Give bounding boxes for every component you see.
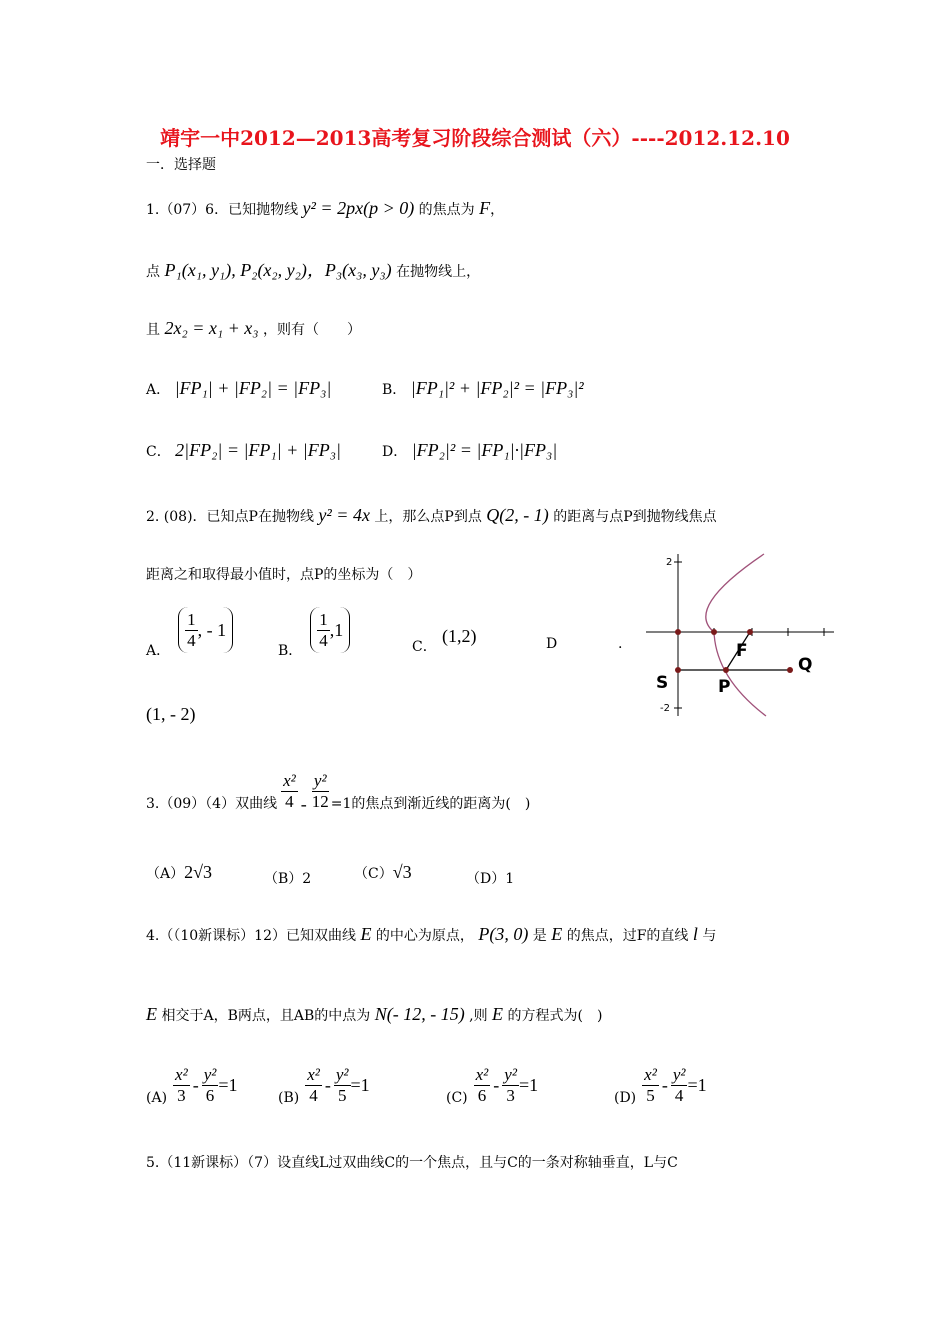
q4-line2: E 相交于A，B两点，且AB的中点为 N(- 12, - 15) ,则 E 的方程式为( ) <box>146 1004 603 1024</box>
q1-line1: 1.（07）6．已知抛物线 y² = 2px(p > 0) 的焦点为 F， <box>146 198 505 218</box>
q1-parabola-equation: y² = 2px(p > 0) <box>302 198 415 218</box>
q2-option-d-dot: . <box>618 636 623 652</box>
tick-label-bottom: -2 <box>660 703 670 714</box>
q2-parabola-equation: y² = 4x <box>318 505 370 525</box>
q2-option-c-label: C． <box>412 639 437 655</box>
q1-option-a: A． |FP₁| + |FP₂| = |FP₃| <box>146 378 332 398</box>
q2-option-c: (1,2) <box>442 626 477 646</box>
q1-condition: 2x₂ = x₁ + x₃ <box>164 318 259 338</box>
q3-option-d: （D）1 <box>466 871 515 887</box>
label-p: P <box>718 677 731 697</box>
q4-point-p: P(3, 0) <box>478 924 529 944</box>
tick-label-top: 2 <box>666 557 673 568</box>
parabola-graph <box>644 548 840 720</box>
q4-line1: 4.（（10新课标）12）已知双曲线 E 的中心为原点， P(3, 0) 是 E 的焦点，过F的直线 l 与 <box>146 924 717 944</box>
q3-line: 3.（09）（4）双曲线 $\frac{\text{x²}}{4}$ - $\frac{\text{y²}}{12}$ =1的焦点到渐近线的距离为( ) <box>146 771 531 814</box>
q2-option-a: A． $\frac{1}{4}$ , - 1 <box>146 600 233 660</box>
q1-line2: 点 P₁(x₁, y₁), P₂(x₂, y₂)，P₃(x₃, y₃) 在抛物线上， <box>146 260 481 280</box>
q3-option-c: （C）√3 <box>354 862 412 882</box>
q1-option-b: B． |FP₁|² + |FP₂|² = |FP₃|² <box>382 378 584 398</box>
label-f: F <box>736 641 748 661</box>
q4-option-d: (D) $\frac{\text{x²}}{5}$ - $\frac{\text{y²}}{4}$ =1 <box>614 1064 707 1106</box>
q2-line1: 2. (08)．已知点P在抛物线 y² = 4x 上，那么点P到点 Q(2, - 1) 的距离与点P到抛物线焦点 <box>146 505 717 525</box>
q1-line3: 且 2x₂ = x₁ + x₃ ，则有（ ） <box>146 318 361 338</box>
label-q: Q <box>798 655 813 675</box>
q2-option-d: (1, - 2) <box>146 704 196 724</box>
q1-option-c: C． 2|FP₂| = |FP₁| + |FP₃| <box>146 440 341 460</box>
q3-option-a: （A）2√3 <box>146 862 213 882</box>
section-heading: 一．选择题 <box>146 157 216 173</box>
q2-point-q: Q(2, - 1) <box>486 505 549 525</box>
label-s: S <box>656 673 669 693</box>
q4-option-a: (A) $\frac{\text{x²}}{3}$ - $\frac{\text{y²}}{6}$ =1 <box>146 1064 238 1106</box>
q2-line2: 距离之和取得最小值时，点P的坐标为（ ） <box>146 567 422 583</box>
page-title: 靖宇一中2012—2013高考复习阶段综合测试（六）----2012.12.10 <box>160 126 790 150</box>
q4-option-c: (C) $\frac{\text{x²}}{6}$ - $\frac{\text{y²}}{3}$ =1 <box>446 1064 539 1106</box>
q4-point-n: N(- 12, - 15) <box>374 1004 465 1024</box>
q5-line1: 5.（11新课标）（7）设直线L过双曲线C的一个焦点，且与C的一条对称轴垂直，L与C <box>146 1155 678 1171</box>
parabola-curve <box>706 554 766 716</box>
q4-option-b: (B) $\frac{\text{x²}}{4}$ - $\frac{\text{y²}}{5}$ =1 <box>278 1064 370 1106</box>
q2-option-d-label: D <box>546 636 558 652</box>
q3-option-b: （B）2 <box>264 871 312 887</box>
q1-points: P₁(x₁, y₁), P₂(x₂, y₂)，P₃(x₃, y₃) <box>164 260 392 280</box>
q2-option-b: B． $\frac{1}{4}$ ,1 <box>278 600 350 660</box>
q1-option-d: D． |FP₂|² = |FP₁|·|FP₃| <box>382 440 558 460</box>
